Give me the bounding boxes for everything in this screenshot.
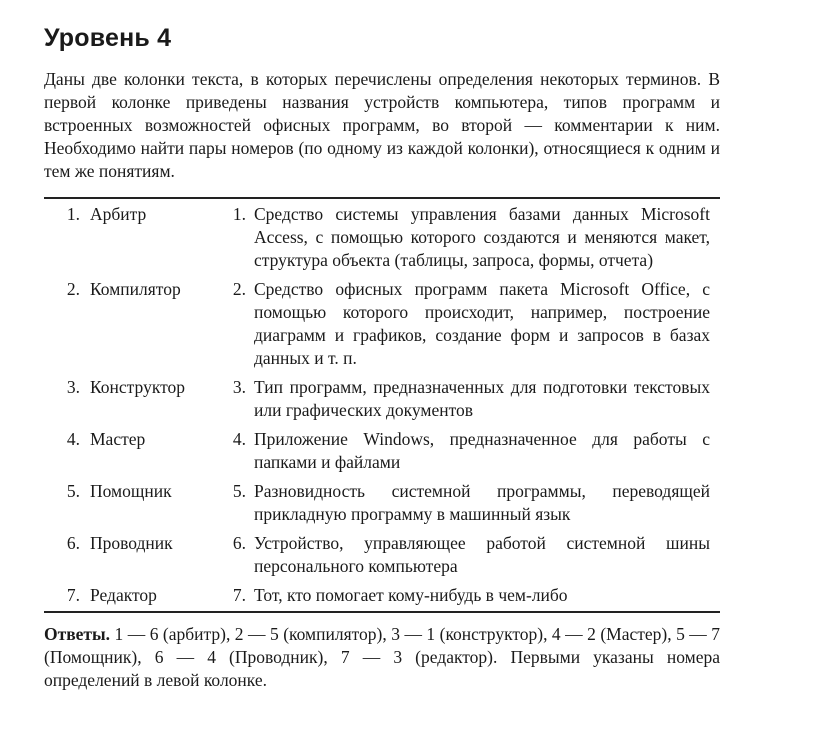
table-row	[44, 428, 720, 480]
definition-number: 7.	[232, 585, 246, 605]
definition-number: 1.	[232, 204, 246, 224]
definition-text: Средство системы управления базами данных Microsoft Access, с помощью которого создаются и меняются макет, структура объекта (таблицы, запроса, формы, отчета)	[254, 204, 710, 270]
definition-text: Устройство, управляющее работой системной шины персонального компьютера	[254, 533, 710, 576]
task-description: Даны две колонки текста, в которых перечислены определения некоторых терминов. В первой колонке приведены названия устройств компьютера, типов программ и встроенных возможностей офисных программ, во второй — комментарии к ним. Необходимо найти пары номеров (по одному из каждой колонки), относящиеся к одним и тем же понятиям.	[44, 69, 720, 181]
table-row	[44, 203, 720, 278]
table-row	[44, 480, 720, 532]
definition-text: Средство офисных программ пакета Microsoft Office, с помощью которого происходит, например, построение диаграмм и графиков, создание форм и запросов в базах данных и т. п.	[254, 279, 710, 368]
term-number: 5.	[66, 481, 80, 501]
definition-text: Тип программ, предназначенных для подготовки текстовых или графических документов	[254, 377, 710, 420]
definition-text: Приложение Windows, предназначенное для работы с папками и файлами	[254, 429, 710, 472]
term-number: 2.	[66, 279, 80, 299]
term-name: Арбитр	[90, 204, 147, 224]
table-top-rule	[44, 197, 720, 199]
definition-number: 2.	[232, 279, 246, 299]
terms-table	[44, 203, 720, 607]
term-name: Проводник	[90, 533, 173, 553]
term-name: Конструктор	[90, 377, 186, 397]
exercise-page	[44, 22, 720, 692]
table-bottom-rule	[44, 611, 720, 613]
page-title: Уровень 4	[44, 24, 172, 52]
term-name: Компилятор	[90, 279, 181, 299]
term-number: 4.	[66, 429, 80, 449]
definition-text: Тот, кто помогает кому-нибудь в чем-либо	[254, 585, 568, 605]
definition-number: 6.	[232, 533, 246, 553]
term-name: Помощник	[90, 481, 172, 501]
definition-number: 4.	[232, 429, 246, 449]
definition-number: 5.	[232, 481, 246, 501]
table-row	[44, 278, 720, 376]
answers-label: Ответы.	[44, 624, 111, 644]
term-number: 7.	[66, 585, 80, 605]
definition-number: 3.	[232, 377, 246, 397]
term-number: 6.	[66, 533, 80, 553]
table-row	[44, 376, 720, 428]
definition-text: Разновидность системной программы, переводящей прикладную программу в машинный язык	[254, 481, 710, 524]
answers-paragraph	[44, 623, 720, 692]
term-number: 3.	[66, 377, 80, 397]
table-row	[44, 532, 720, 584]
table-row	[44, 584, 720, 607]
term-name: Мастер	[90, 429, 146, 449]
term-name: Редактор	[90, 585, 157, 605]
term-number: 1.	[66, 204, 80, 224]
answers-text: 1 — 6 (арбитр), 2 — 5 (компилятор), 3 — 1 (конструктор), 4 — 2 (Мастер), 5 — 7 (Помощник), 6 — 4 (Проводник), 7 — 3 (редактор). Первыми указаны номера определений в левой колонке.	[44, 624, 720, 690]
